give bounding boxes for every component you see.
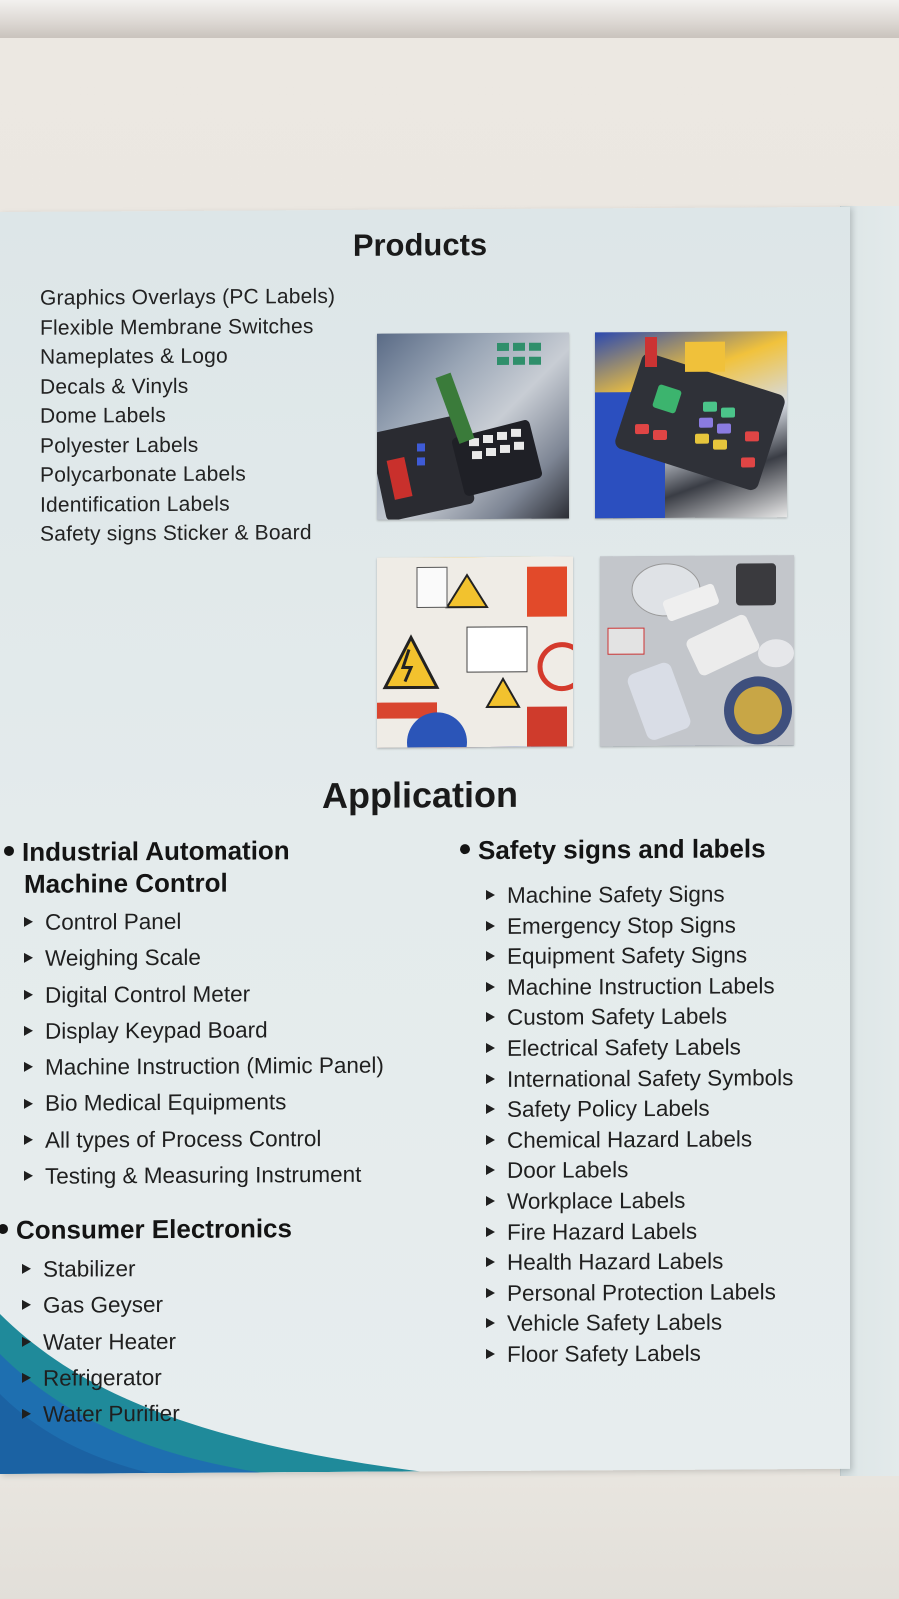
triangle-bullet-icon <box>486 1165 495 1175</box>
list-item <box>24 1157 384 1195</box>
triangle-bullet-icon <box>486 890 495 900</box>
product-item: Polycarbonate Labels <box>40 462 246 487</box>
product-item: Identification Labels <box>40 492 230 517</box>
list-item-label: Chemical Hazard Labels <box>507 1126 753 1153</box>
list-item <box>24 903 384 941</box>
products-title: Products <box>352 227 488 263</box>
industrial-heading-line2: Machine Control <box>24 867 228 899</box>
triangle-bullet-icon <box>24 1135 33 1145</box>
consumer-list <box>22 1251 180 1433</box>
list-item-label: Refrigerator <box>43 1364 162 1391</box>
triangle-bullet-icon <box>24 1026 33 1036</box>
list-item-label: Equipment Safety Signs <box>507 942 748 970</box>
list-item-label: Water Purifier <box>43 1401 180 1427</box>
safety-heading <box>460 832 766 866</box>
list-item-label: Emergency Stop Signs <box>507 912 736 939</box>
list-item <box>486 1185 793 1217</box>
list-item <box>24 1120 384 1158</box>
products-list <box>40 282 380 550</box>
triangle-bullet-icon <box>486 1012 495 1022</box>
application-title: Application <box>322 773 518 817</box>
safety-signs-illustration <box>377 556 573 747</box>
list-item <box>486 1338 793 1370</box>
triangle-bullet-icon <box>486 1043 495 1053</box>
list-item <box>486 1093 793 1125</box>
list-item <box>486 1277 793 1309</box>
consumer-heading-label: Consumer Electronics <box>16 1213 292 1245</box>
background-paper-strip <box>0 0 899 38</box>
list-item-label: Testing & Measuring Instrument <box>45 1161 362 1189</box>
list-item <box>22 1323 180 1360</box>
triangle-bullet-icon <box>486 1074 495 1084</box>
dome-labels-illustration <box>600 555 794 746</box>
list-item <box>24 1084 384 1122</box>
triangle-bullet-icon <box>486 1257 495 1267</box>
list-item <box>24 939 384 977</box>
triangle-bullet-icon <box>486 1349 495 1359</box>
list-item <box>486 971 793 1003</box>
list-item <box>22 1251 180 1288</box>
list-item-label: Door Labels <box>507 1157 629 1184</box>
list-item <box>22 1396 180 1433</box>
list-item-label: Gas Geyser <box>43 1292 164 1319</box>
list-item-label: International Safety Symbols <box>507 1064 794 1092</box>
list-item <box>486 1307 793 1339</box>
triangle-bullet-icon <box>486 1227 495 1237</box>
triangle-bullet-icon <box>486 951 495 961</box>
safety-list <box>486 879 793 1370</box>
triangle-bullet-icon <box>486 1104 495 1114</box>
list-item <box>24 1048 384 1086</box>
list-item <box>486 1124 793 1156</box>
industrial-heading-line1: Industrial Automation <box>22 835 290 867</box>
list-item <box>486 879 793 911</box>
industrial-list <box>24 903 384 1196</box>
list-item <box>486 1216 793 1248</box>
product-item: Safety signs Sticker & Board <box>40 521 312 546</box>
product-item: Graphics Overlays (PC Labels) <box>40 284 336 310</box>
list-item-label: Health Hazard Labels <box>507 1248 724 1276</box>
list-item-label: Vehicle Safety Labels <box>507 1309 723 1337</box>
list-item <box>24 975 384 1013</box>
list-item <box>22 1287 180 1324</box>
consumer-heading <box>0 1212 292 1246</box>
triangle-bullet-icon <box>24 989 33 999</box>
triangle-bullet-icon <box>24 953 33 963</box>
list-item-label: Personal Protection Labels <box>507 1278 776 1306</box>
list-item-label: Weighing Scale <box>45 945 201 972</box>
list-item <box>486 940 793 972</box>
list-item <box>486 1063 793 1095</box>
list-item-label: Machine Instruction (Mimic Panel) <box>45 1052 384 1080</box>
colored-keypad-photo <box>595 331 787 518</box>
list-item <box>486 1154 793 1186</box>
list-item-label: Machine Instruction Labels <box>507 973 775 1000</box>
list-item <box>486 1246 793 1278</box>
triangle-bullet-icon <box>22 1336 31 1346</box>
list-item-label: Floor Safety Labels <box>507 1340 701 1367</box>
list-item-label: Digital Control Meter <box>45 981 251 1008</box>
product-item: Nameplates & Logo <box>40 344 228 369</box>
list-item <box>486 1032 793 1064</box>
product-item: Polyester Labels <box>40 433 199 458</box>
list-item-label: Bio Medical Equipments <box>45 1089 287 1117</box>
list-item-label: Water Heater <box>43 1328 176 1355</box>
dome-labels-photo <box>600 555 794 746</box>
triangle-bullet-icon <box>24 1098 33 1108</box>
triangle-bullet-icon <box>486 921 495 931</box>
list-item <box>22 1360 180 1397</box>
list-item <box>24 1012 384 1050</box>
list-item-label: Control Panel <box>45 908 182 935</box>
triangle-bullet-icon <box>486 1135 495 1145</box>
list-item-label: Workplace Labels <box>507 1187 686 1214</box>
product-item: Flexible Membrane Switches <box>40 314 314 340</box>
industrial-heading <box>4 834 290 900</box>
triangle-bullet-icon <box>22 1373 31 1383</box>
triangle-bullet-icon <box>486 1318 495 1328</box>
bullet-icon <box>0 1224 8 1234</box>
triangle-bullet-icon <box>22 1300 31 1310</box>
triangle-bullet-icon <box>486 1288 495 1298</box>
triangle-bullet-icon <box>486 982 495 992</box>
product-item: Decals & Vinyls <box>40 374 189 399</box>
bullet-icon <box>4 846 14 856</box>
list-item-label: Safety Policy Labels <box>507 1095 710 1123</box>
list-item-label: Fire Hazard Labels <box>507 1218 698 1245</box>
list-item-label: Display Keypad Board <box>45 1017 268 1044</box>
brochure-page <box>0 207 850 1474</box>
colored-keypad-illustration <box>595 331 787 518</box>
list-item-label: All types of Process Control <box>45 1125 322 1153</box>
membrane-switch-photo <box>377 333 569 520</box>
safety-signs-photo <box>377 556 573 747</box>
membrane-keypad-illustration <box>377 333 569 520</box>
product-item: Dome Labels <box>40 403 166 428</box>
triangle-bullet-icon <box>22 1409 31 1419</box>
list-item-label: Custom Safety Labels <box>507 1003 728 1031</box>
safety-heading-label: Safety signs and labels <box>478 833 766 866</box>
list-item-label: Electrical Safety Labels <box>507 1034 741 1061</box>
triangle-bullet-icon <box>486 1196 495 1206</box>
list-item-label: Machine Safety Signs <box>507 881 725 908</box>
triangle-bullet-icon <box>24 1171 33 1181</box>
triangle-bullet-icon <box>22 1264 31 1274</box>
list-item-label: Stabilizer <box>43 1256 136 1282</box>
list-item <box>486 1002 793 1034</box>
list-item <box>486 910 793 942</box>
triangle-bullet-icon <box>24 917 33 927</box>
bullet-icon <box>460 844 470 854</box>
triangle-bullet-icon <box>24 1062 33 1072</box>
